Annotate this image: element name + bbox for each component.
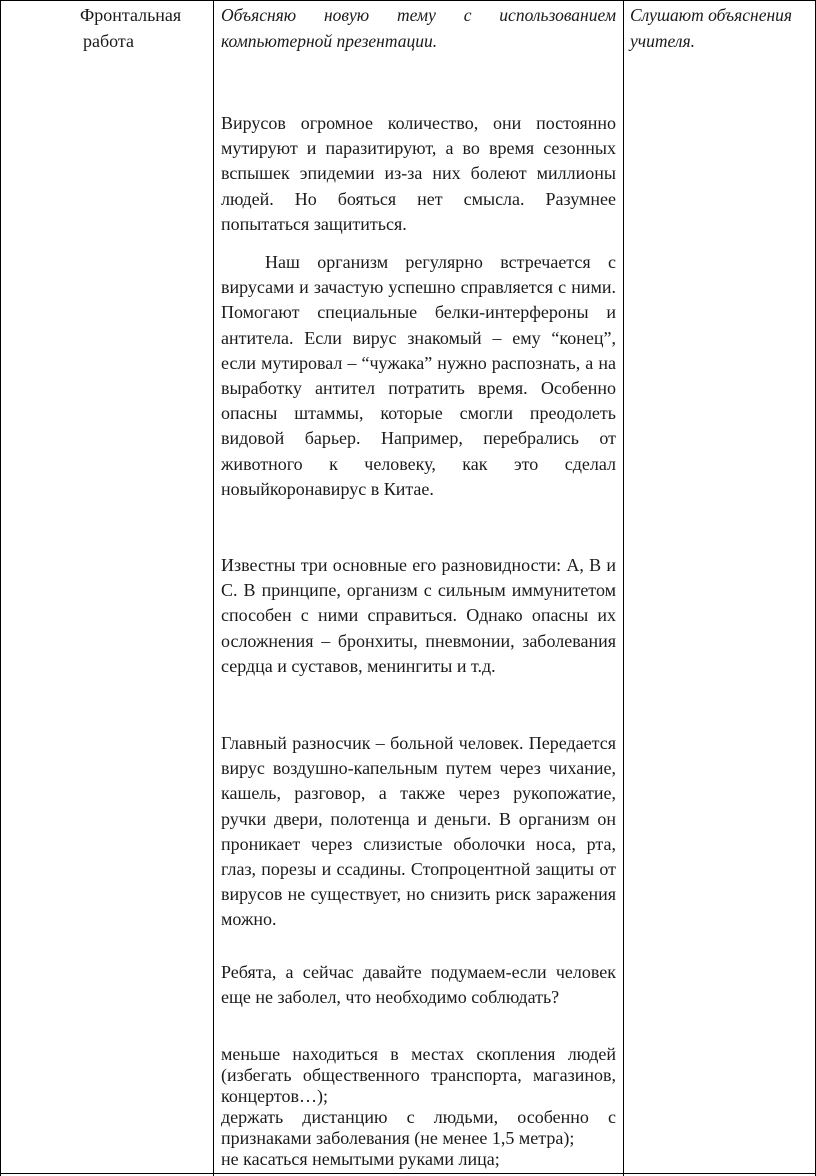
prevention-list: [221, 1044, 616, 1170]
paragraph-question: Ребята, а сейчас давайте подумаем-если человек еще не заболел, что необходимо соблюдать?: [221, 962, 616, 1008]
work-form-line-2: работа: [83, 31, 134, 51]
column-divider-2: [623, 0, 624, 1176]
paragraph-immunity: Наш организм регулярно встречается с вирусами и зачастую успешно справляется с ними. Помогают специальные белки-интерфероны и антитела. Если вирус знакомый – ему “конец”, если мутировал – “чужака” нужно распознать, а на выработку антител потратить время. Особенно опасны штаммы, которые смогли преодолеть видовой барьер. Например, перебрались от животного к человеку, как это сделал новыйкоронавирус в Китае.: [221, 252, 616, 499]
list-item: держать дистанцию с людьми, особенно с признаками заболевания (не менее 1,5 метра);: [221, 1107, 616, 1148]
table-left-border: [0, 0, 1, 1176]
work-form-cell: [2, 0, 212, 54]
paragraph-transmission: Главный разносчик – больной человек. Передается вирус воздушно-капельным путем через чихание, кашель, разговор, а также через рукопожатие, ручки двери, полотенца и деньги. В организм он проникает через слизистые оболочки носа, рта, глаз, порезы и ссадины. Стопроцентной защиты от вирусов не существует, но снизить риск заражения можно.: [221, 733, 616, 930]
list-item: меньше находиться в местах скопления людей (избегать общественного транспорта, магазинов, концертов…);: [221, 1044, 616, 1106]
column-divider-1: [213, 0, 214, 1176]
paragraph-types: Известны три основные его разновидности: А, В и С. В принципе, организм с сильным иммунитетом способен с ними справиться. Однако опасны их осложнения – бронхиты, пневмонии, заболевания сердца и суставов, менингиты и т.д.: [221, 555, 616, 676]
student-activity-heading: Слушают объяснения учителя.: [630, 5, 793, 51]
teacher-activity-cell: [221, 0, 616, 1176]
work-form-line-1: Фронтальная: [80, 5, 182, 25]
student-activity-cell: [630, 0, 814, 54]
teacher-activity-heading: Объясняю новую тему с использованием компьютерной презентации.: [221, 5, 616, 51]
list-item: не касаться немытыми руками лица;: [221, 1149, 500, 1169]
paragraph-viruses: Вирусов огромное количество, они постоянно мутируют и паразитируют, а во время сезонных вспышек эпидемии из-за них болеют миллионы людей. Но бояться нет смысла. Разумнее попытаться защититься.: [221, 113, 616, 234]
